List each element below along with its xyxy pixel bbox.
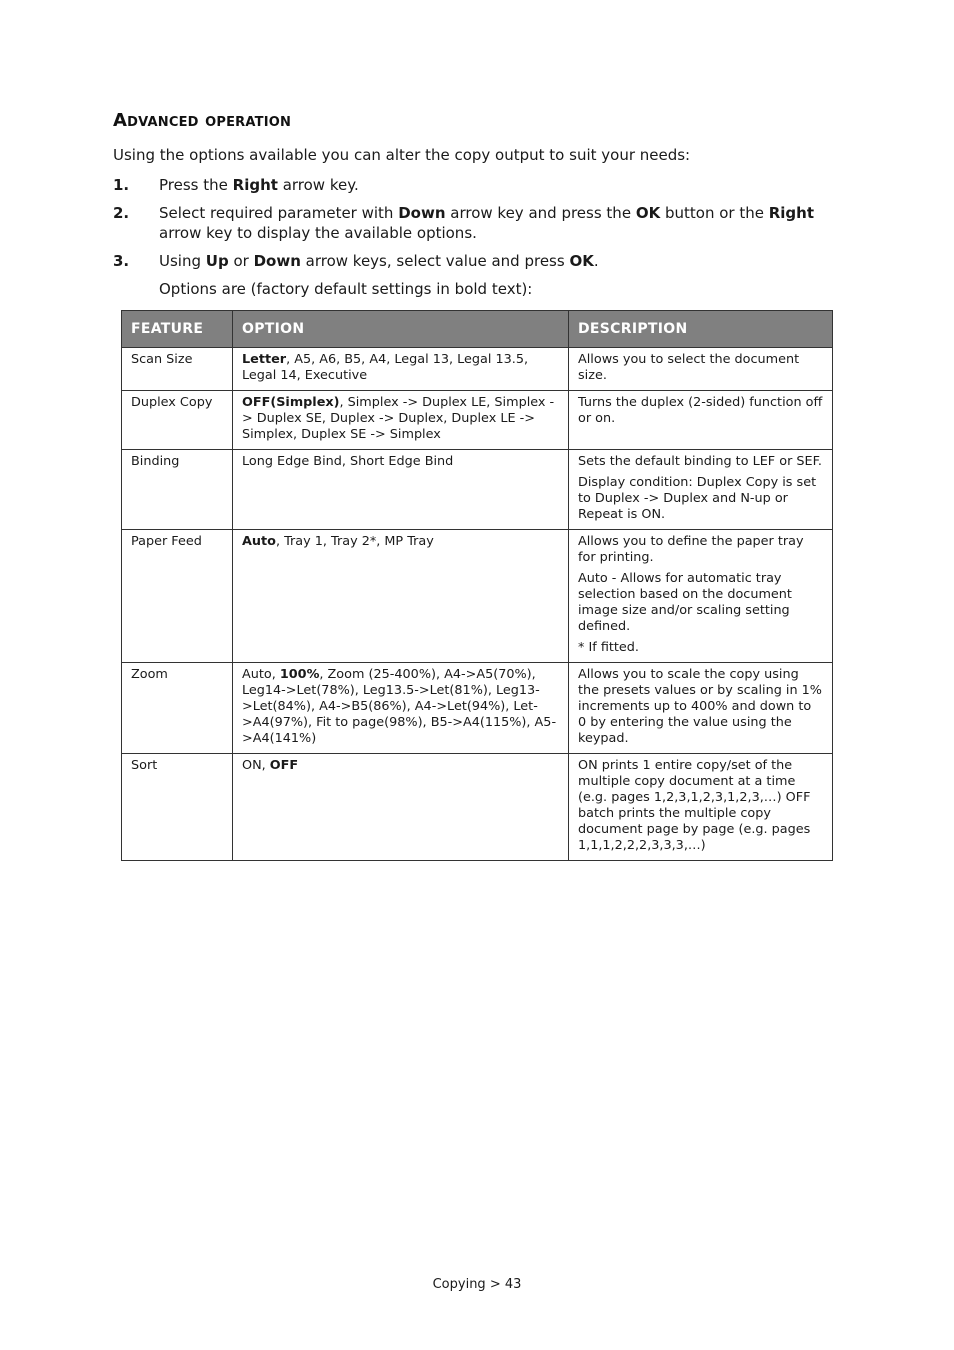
step-text	[159, 175, 839, 195]
section-heading: Advanced operation	[113, 110, 292, 131]
bold-text-run: Down	[398, 204, 446, 222]
option-cell	[233, 530, 569, 663]
table-row	[122, 348, 833, 391]
bold-text-run: OFF	[269, 758, 299, 773]
text-run: , Simplex -> Duplex LE, Simplex -> Duplex SE, Duplex -> Duplex, Duplex LE -> Simplex, Duplex SE -> Simplex	[242, 395, 555, 442]
bold-text-run: Right	[232, 176, 278, 194]
description-paragraph: * If fitted.	[578, 640, 639, 655]
table-row	[122, 450, 833, 530]
header-description: DESCRIPTION	[569, 311, 833, 348]
step-number: 2.	[113, 204, 130, 222]
text-run: or	[228, 252, 254, 270]
text-run: arrow key.	[277, 176, 359, 194]
description-paragraph: Turns the duplex (2-sided) function off or on.	[578, 395, 823, 426]
description-cell	[569, 450, 833, 530]
text-run: .	[593, 252, 599, 270]
text-run: Auto,	[242, 667, 280, 682]
description-cell	[569, 754, 833, 861]
description-paragraph: Allows you to scale the copy using the presets values or by scaling in 1% increments up to 400% and down to 0 by entering the value using the keypad.	[578, 667, 822, 746]
description-paragraph: Sets the default binding to LEF or SEF.	[578, 454, 822, 469]
step-number: 3.	[113, 252, 130, 270]
intro-text: Using the options available you can alter the copy output to suit your needs:	[113, 146, 691, 164]
text-run: Long Edge Bind, Short Edge Bind	[242, 454, 454, 469]
step-text	[159, 251, 839, 271]
table-row	[122, 663, 833, 754]
feature-cell: Paper Feed	[122, 530, 233, 663]
text-run: arrow key to display the available options.	[159, 224, 477, 242]
text-run: arrow keys, select value and press	[300, 252, 570, 270]
feature-cell: Zoom	[122, 663, 233, 754]
description-paragraph: Auto - Allows for automatic tray selection based on the document image size and/or scaling setting defined.	[578, 571, 792, 634]
option-cell	[233, 754, 569, 861]
text-run: Press the	[159, 176, 233, 194]
description-cell	[569, 663, 833, 754]
text-run: ON,	[242, 758, 270, 773]
description-cell	[569, 348, 833, 391]
bold-text-run: OK	[635, 204, 661, 222]
text-run: arrow key and press the	[445, 204, 636, 222]
bold-text-run: Letter	[242, 352, 287, 367]
header-feature: FEATURE	[122, 311, 233, 348]
table-row	[122, 754, 833, 861]
description-paragraph: Allows you to select the document size.	[578, 352, 800, 383]
feature-cell: Binding	[122, 450, 233, 530]
option-cell	[233, 348, 569, 391]
bold-text-run: OFF(Simplex)	[242, 395, 340, 410]
bold-text-run: Right	[768, 204, 814, 222]
bold-text-run: Up	[205, 252, 229, 270]
defaults-note: Options are (factory default settings in bold text):	[159, 280, 533, 298]
feature-cell: Duplex Copy	[122, 391, 233, 450]
page-footer: Copying > 43	[432, 1277, 522, 1292]
bold-text-run: 100%	[279, 667, 320, 682]
bold-text-run: Down	[253, 252, 301, 270]
text-run: , Zoom (25-400%), A4->A5(70%), Leg14->Let(78%), Leg13.5->Let(81%), Leg13->Let(84%), A4->B5(86%), A4->Let(94%), Let->A4(97%), Fit to page(98%), B5->A4(115%), A5->A4(141%)	[242, 667, 557, 746]
option-cell	[233, 450, 569, 530]
feature-cell: Scan Size	[122, 348, 233, 391]
description-cell	[569, 391, 833, 450]
table-row	[122, 391, 833, 450]
description-paragraph: Allows you to define the paper tray for printing.	[578, 534, 804, 565]
description-cell	[569, 530, 833, 663]
option-cell	[233, 391, 569, 450]
option-cell	[233, 663, 569, 754]
description-paragraph: Display condition: Duplex Copy is set to Duplex -> Duplex and N-up or Repeat is ON.	[578, 475, 817, 522]
table-row	[122, 530, 833, 663]
text-run: Select required parameter with	[159, 204, 399, 222]
text-run: , Tray 1, Tray 2*, MP Tray	[275, 534, 434, 549]
text-run: Using	[159, 252, 206, 270]
feature-cell: Sort	[122, 754, 233, 861]
bold-text-run: Auto	[242, 534, 276, 549]
header-option: OPTION	[233, 311, 569, 348]
step-number: 1.	[113, 176, 130, 194]
options-table	[121, 310, 833, 861]
description-paragraph: ON prints 1 entire copy/set of the multiple copy document at a time (e.g. pages 1,2,3,1,2,3,1,2,3,…) OFF batch prints the multiple copy document page by page (e.g. pages 1,1,1,2,2,2,3,3,3,…)	[578, 758, 811, 853]
step-text	[159, 203, 839, 243]
text-run: button or the	[660, 204, 769, 222]
text-run: , A5, A6, B5, A4, Legal 13, Legal 13.5, Legal 14, Executive	[242, 352, 529, 383]
bold-text-run: OK	[569, 252, 594, 270]
table-header-row	[122, 311, 833, 348]
